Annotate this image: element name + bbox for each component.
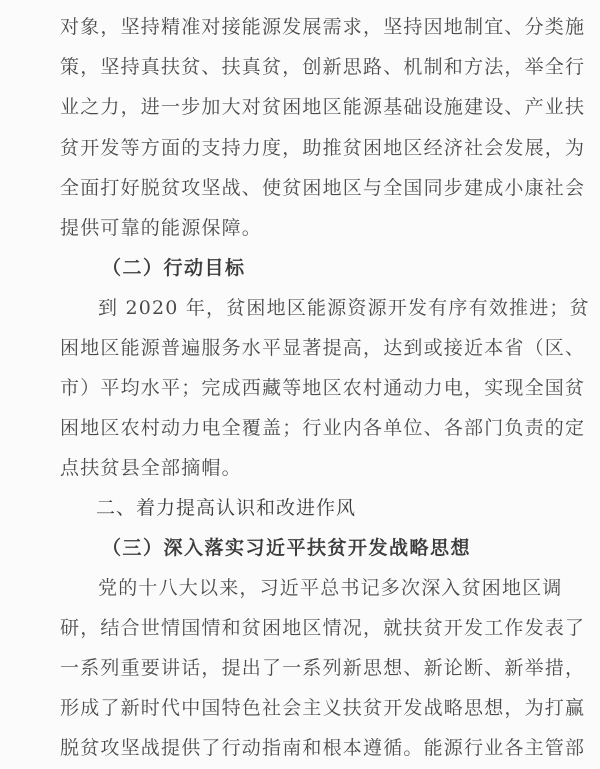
paragraph-line: 脱贫攻坚战提供了行动指南和根本遵循。能源行业各主管部	[60, 737, 586, 759]
section-heading-strategy: （三）深入落实习近平扶贫开发战略思想	[102, 537, 472, 559]
paragraph-line: 提供可靠的能源保障。	[60, 217, 263, 239]
paragraph-line: 困地区农村动力电全覆盖；行业内各单位、各部门负责的定	[60, 417, 586, 439]
paragraph-line: 市）平均水平；完成西藏等地区农村通动力电，实现全国贫	[60, 377, 586, 399]
paragraph-line: 到 2020 年，贫困地区能源资源开发有序有效推进；贫	[98, 297, 590, 319]
paragraph-line: 困地区能源普遍服务水平显著提高，达到或接近本省（区、	[60, 337, 586, 359]
paragraph-line: 策，坚持真扶贫、扶真贫，创新思路、机制和方法，举全行	[60, 56, 586, 78]
paragraph-line: 点扶贫县全部摘帽。	[60, 457, 242, 479]
paragraph-line: 形成了新时代中国特色社会主义扶贫开发战略思想，为打赢	[60, 697, 586, 719]
paragraph-line: 全面打好脱贫攻坚战、使贫困地区与全国同步建成小康社会	[60, 177, 586, 199]
paragraph-line: 业之力，进一步加大对贫困地区能源基础设施建设、产业扶	[60, 96, 586, 118]
paragraph-line: 对象，坚持精准对接能源发展需求，坚持因地制宜、分类施	[60, 16, 586, 38]
section-heading-action-goals: （二）行动目标	[102, 257, 246, 279]
paragraph-line: 一系列重要讲话，提出了一系列新思想、新论断、新举措，	[60, 657, 586, 679]
paragraph-line: 党的十八大以来，习近平总书记多次深入贫困地区调	[98, 577, 563, 599]
part-heading: 二、着力提高认识和改进作风	[96, 497, 357, 519]
paragraph-line: 贫开发等方面的支持力度，助推贫困地区经济社会发展，为	[60, 137, 586, 159]
paragraph-line: 研，结合世情国情和贫困地区情况，就扶贫开发工作发表了	[60, 617, 586, 639]
